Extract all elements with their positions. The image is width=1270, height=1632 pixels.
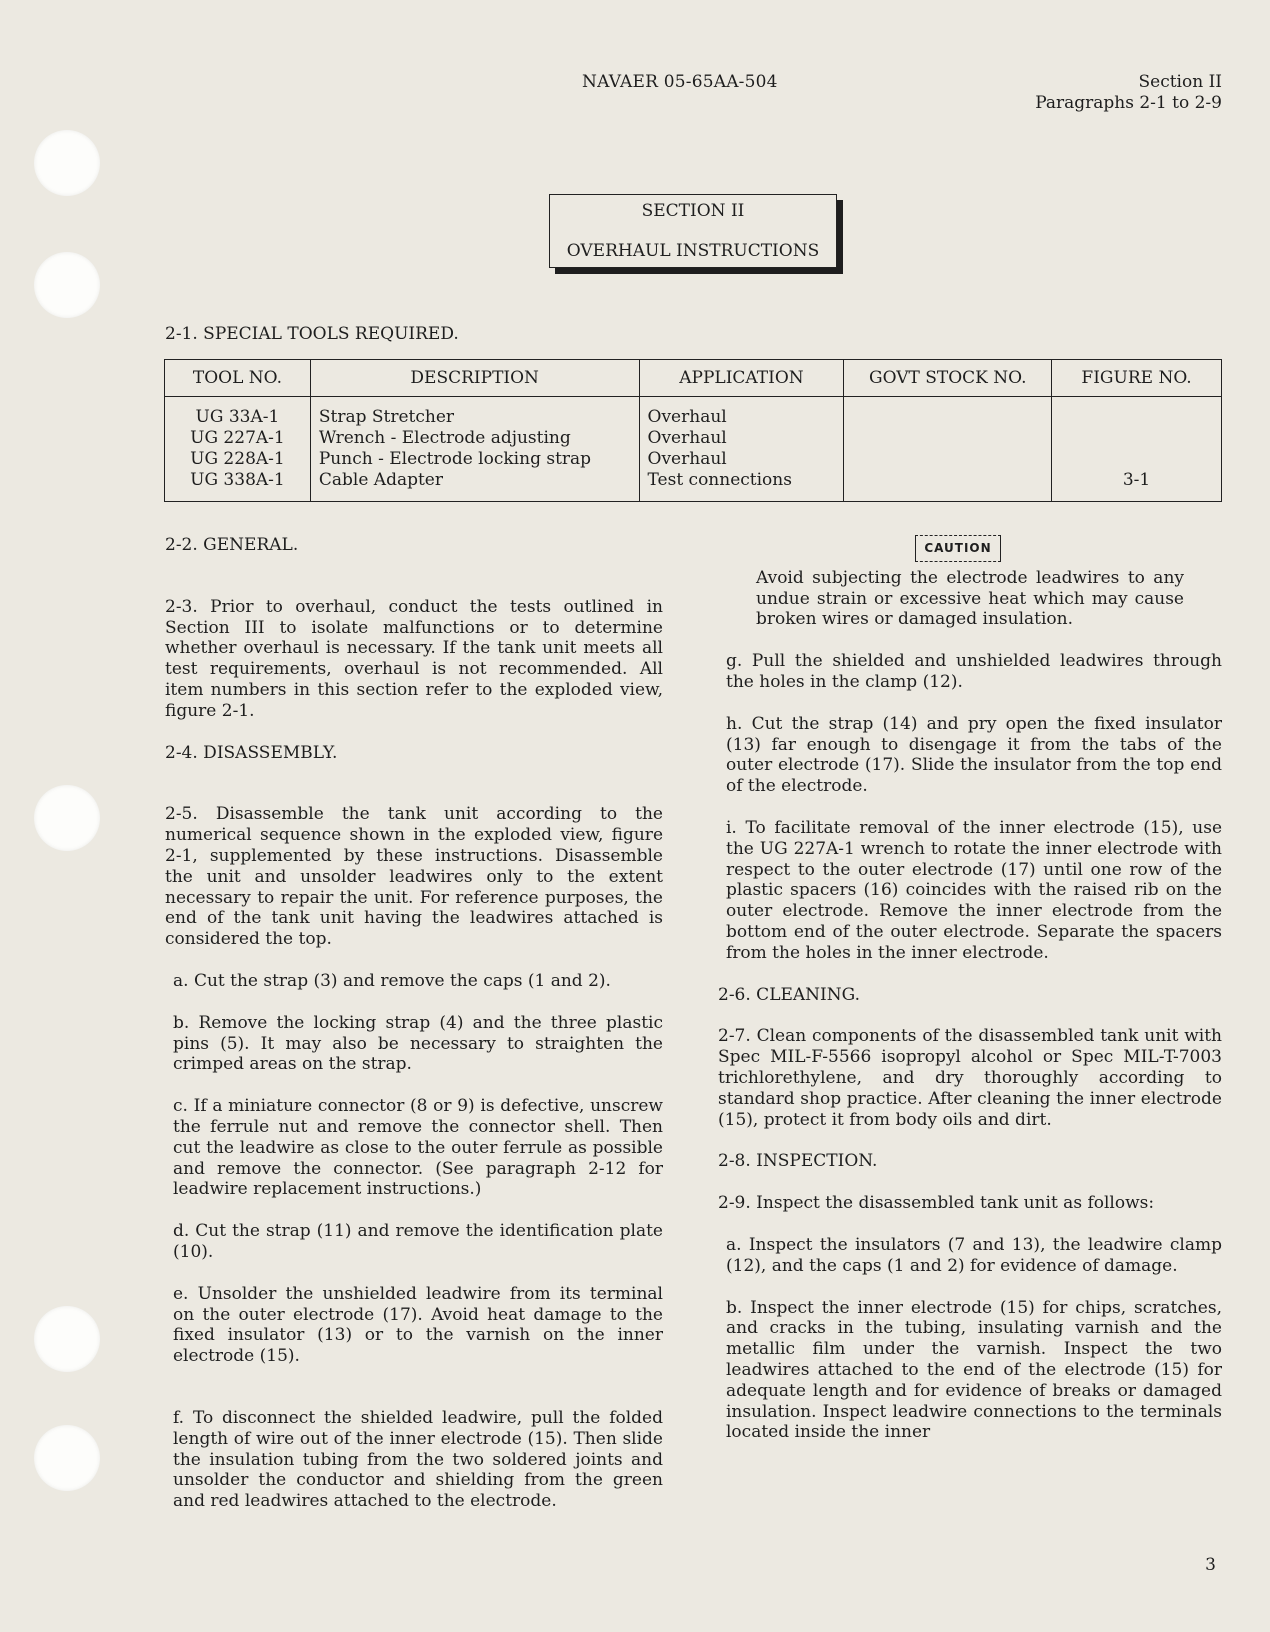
tool-description: Strap Stretcher	[318, 407, 455, 427]
step-a: a. Cut the strap (3) and remove the caps (1 and 2).	[173, 970, 611, 991]
paragraph-2-9: 2-9. Inspect the disassembled tank unit as follows:	[718, 1193, 1155, 1214]
header-paragraphs: Paragraphs 2-1 to 2-9	[1035, 93, 1222, 113]
step-d: d. Cut the strap (11) and remove the identification plate (10).	[173, 1221, 663, 1262]
cleaning-heading: 2-6. CLEANING.	[718, 984, 861, 1005]
inspect-step-b: b. Inspect the inner electrode (15) for chips, scratches, and cracks in the tubing, insulating varnish and the metallic film under the varnish. Inspect the two leadwires attached to the end of the electrode (15) for adequate length and for evidence of breaks or damaged insulation. Inspect leadwire connections to the terminals located inside the inner	[726, 1297, 1222, 1443]
tool-number: UG 33A-1	[195, 407, 280, 427]
disassembly-heading: 2-4. DISASSEMBLY.	[165, 742, 338, 763]
step-b: b. Remove the locking strap (4) and the three plastic pins (5). It may also be necessary to straighten the crimped areas on the strap.	[173, 1012, 663, 1075]
column-header-application: APPLICATION	[639, 360, 844, 397]
column-header-govt-stock-no: GOVT STOCK NO.	[844, 360, 1052, 397]
special-tools-heading: 2-1. SPECIAL TOOLS REQUIRED.	[165, 324, 459, 344]
caution-label: CAUTION	[915, 535, 1000, 562]
tool-description: Punch - Electrode locking strap	[318, 449, 592, 469]
table-row	[165, 397, 1222, 502]
step-e: e. Unsolder the unshielded leadwire from its terminal on the outer electrode (17). Avoid heat damage to the fixed insulator (13) or to the varnish on the inner electrode (15).	[173, 1283, 663, 1367]
binder-hole	[34, 785, 100, 851]
column-header-tool-no: TOOL NO.	[165, 360, 311, 397]
paragraph-2-3: 2-3. Prior to overhaul, conduct the tests outlined in Section III to isolate malfunctions or to determine whether overhaul is necessary. If the tank unit meets all test requirements, overhaul is not recommended. All item numbers in this section refer to the exploded view, figure 2-1.	[165, 596, 663, 721]
binder-hole	[34, 130, 100, 196]
tool-description: Cable Adapter	[318, 470, 443, 490]
description-cell	[310, 397, 639, 502]
step-f: f. To disconnect the shielded leadwire, pull the folded length of wire out of the inner electrode (15). Then slide the insulation tubing from the two soldered joints and unsolder the conductor and shielding from the green and red leadwires attached to the electrode.	[173, 1407, 663, 1512]
general-heading: 2-2. GENERAL.	[165, 535, 299, 555]
table-header-row	[165, 360, 1222, 397]
left-column	[165, 535, 663, 1512]
paragraph-2-7: 2-7. Clean components of the disassembled tank unit with Spec MIL-F-5566 isopropyl alcohol or Spec MIL-T-7003 trichlorethylene, and dry thoroughly according to standard shop practice. After cleaning the inner electrode (15), protect it from body oils and dirt.	[718, 1026, 1222, 1130]
special-tools-table	[164, 359, 1222, 502]
tool-application: Overhaul	[647, 407, 727, 427]
tool-application: Test connections	[647, 470, 792, 490]
inspection-heading: 2-8. INSPECTION.	[718, 1151, 878, 1172]
paragraph-2-5: 2-5. Disassemble the tank unit according to the numerical sequence shown in the exploded view, figure 2-1, supplemented by these instructions. Disassemble the unit and unsolder leadwires only to the extent necessary to repair the unit. For reference purposes, the end of the tank unit having the leadwires attached is considered the top.	[165, 804, 663, 950]
tool-description: Wrench - Electrode adjusting	[318, 428, 571, 448]
caution-text: Avoid subjecting the electrode leadwires to any undue strain or excessive heat which may cause broken wires or damaged insulation.	[756, 567, 1184, 630]
step-h: h. Cut the strap (14) and pry open the fixed insulator (13) far enough to disengage it from the tabs of the outer electrode (17). Slide the insulator from the top end of the electrode.	[726, 713, 1222, 797]
figure-number: 3-1	[1122, 470, 1151, 490]
figure-number-cell	[1052, 397, 1222, 502]
section-title: OVERHAUL INSTRUCTIONS	[566, 241, 820, 261]
govt-stock-cell	[844, 397, 1052, 502]
caution-label-wrap	[694, 535, 1222, 562]
header-section: Section II	[1138, 72, 1222, 92]
binder-hole	[34, 1425, 100, 1491]
column-header-description: DESCRIPTION	[310, 360, 639, 397]
tool-application: Overhaul	[647, 428, 727, 448]
header-section-info	[1035, 72, 1222, 114]
section-number: SECTION II	[641, 201, 745, 221]
step-c: c. If a miniature connector (8 or 9) is defective, unscrew the ferrule nut and remove the connector shell. Then cut the leadwire as close to the outer ferrule as possible and remove the connector. (See paragraph 2-12 for leadwire replacement instructions.)	[173, 1096, 663, 1200]
tool-number: UG 338A-1	[190, 470, 285, 490]
inspect-step-a: a. Inspect the insulators (7 and 13), the leadwire clamp (12), and the caps (1 and 2) for evidence of damage.	[726, 1234, 1222, 1276]
binder-hole	[34, 1306, 100, 1372]
section-title-box	[549, 194, 837, 268]
document-number: NAVAER 05-65AA-504	[582, 72, 778, 92]
step-g: g. Pull the shielded and unshielded leadwires through the holes in the clamp (12).	[726, 651, 1222, 692]
right-column	[718, 535, 1222, 1443]
application-cell	[639, 397, 844, 502]
binder-hole	[34, 252, 100, 318]
tool-number-cell	[165, 397, 311, 502]
column-header-figure-no: FIGURE NO.	[1052, 360, 1222, 397]
tool-number: UG 227A-1	[190, 428, 285, 448]
page-number: 3	[1205, 1555, 1216, 1575]
tool-application: Overhaul	[647, 449, 727, 469]
step-i: i. To facilitate removal of the inner electrode (15), use the UG 227A-1 wrench to rotate the inner electrode with respect to the outer electrode (17) until one row of the plastic spacers (16) coincides with the raised rib on the outer electrode. Remove the inner electrode from the bottom end of the outer electrode. Separate the spacers from the holes in the inner electrode.	[726, 817, 1222, 963]
tool-number: UG 228A-1	[190, 449, 285, 469]
